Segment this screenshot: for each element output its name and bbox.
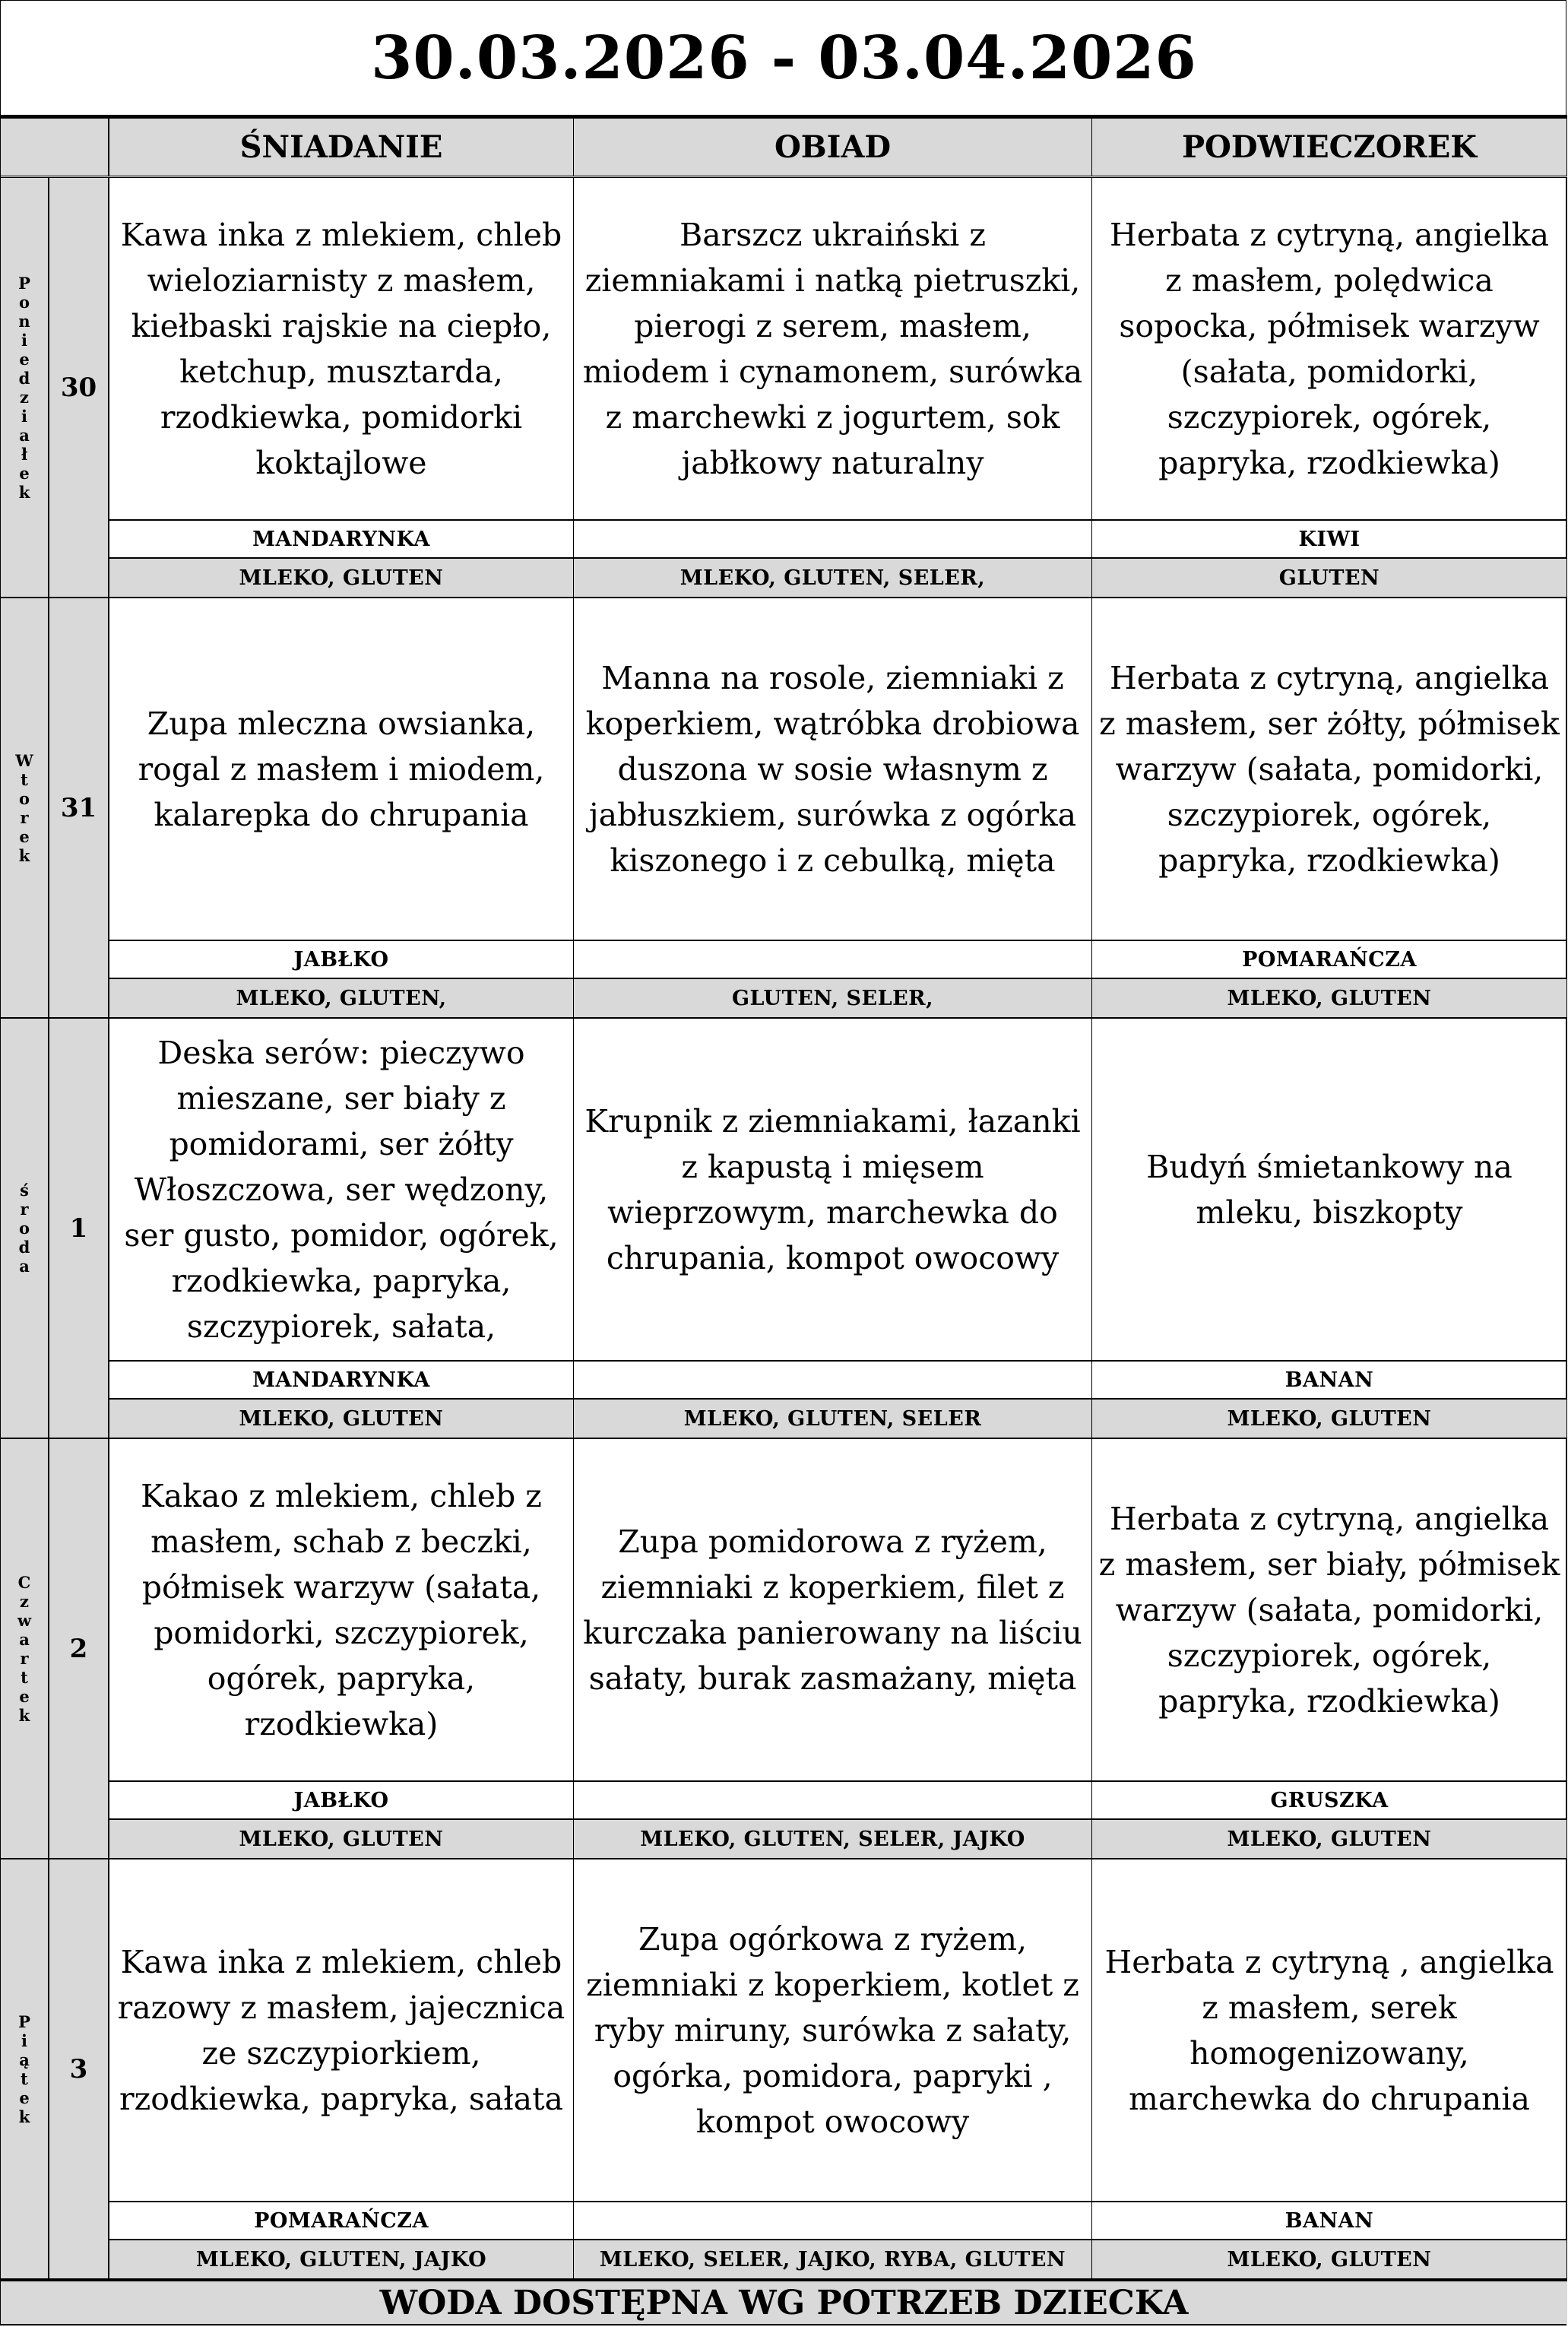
day-name-letter: t xyxy=(21,2069,28,2088)
day-name-letter: i xyxy=(21,406,27,426)
day-name-letter: k xyxy=(18,482,30,502)
fruit-breakfast: JABŁKO xyxy=(109,1782,574,1818)
meal-row xyxy=(109,1019,1567,1362)
day-name-letter: r xyxy=(20,807,29,827)
fruit-snack: KIWI xyxy=(1092,521,1567,557)
allergen-breakfast: MLEKO, GLUTEN, xyxy=(109,979,574,1017)
fruit-row xyxy=(109,941,1567,979)
allergen-lunch: MLEKO, SELER, JAJKO, RYBA, GLUTEN xyxy=(574,2240,1092,2278)
allergen-breakfast: MLEKO, GLUTEN xyxy=(109,1820,574,1858)
header-snack: PODWIECZOREK xyxy=(1092,119,1567,176)
day-name-letter: a xyxy=(19,425,30,445)
day-name-letter: e xyxy=(19,463,30,483)
fruit-lunch xyxy=(574,2202,1092,2239)
snack-cell: Herbata z cytryną, angielka z masłem, ser biały, półmisek warzyw (sałata, pomidorki, szczypiorek, ogórek, papryka, rzodkiewka) xyxy=(1092,1439,1567,1780)
meal-row xyxy=(109,178,1567,521)
fruit-snack: BANAN xyxy=(1092,1362,1567,1398)
day-name-letter: W xyxy=(15,750,33,770)
menu-table xyxy=(1,115,1567,2280)
meal-row xyxy=(109,1439,1567,1782)
fruit-breakfast: MANDARYNKA xyxy=(109,521,574,557)
allergen-row xyxy=(109,979,1567,1017)
day-block xyxy=(1,1439,1567,1859)
day-meals xyxy=(109,1019,1567,1438)
day-name-letter: t xyxy=(21,1667,28,1687)
fruit-breakfast: MANDARYNKA xyxy=(109,1362,574,1398)
allergen-snack: MLEKO, GLUTEN xyxy=(1092,979,1567,1017)
day-name-vertical xyxy=(1,178,49,597)
day-name-letter: k xyxy=(18,1705,30,1725)
day-name-letter: t xyxy=(21,769,28,789)
day-name-vertical xyxy=(1,598,49,1017)
day-date: 3 xyxy=(49,1859,109,2278)
day-name-letter: r xyxy=(20,1200,29,1219)
day-date: 2 xyxy=(49,1439,109,1858)
day-date: 1 xyxy=(49,1019,109,1438)
water-note: WODA DOSTĘPNA WG POTRZEB DZIECKA xyxy=(1,2280,1567,2324)
header-blank-cell xyxy=(1,119,109,176)
fruit-lunch xyxy=(574,1362,1092,1398)
day-name-vertical xyxy=(1,1439,49,1858)
fruit-breakfast: JABŁKO xyxy=(109,941,574,978)
fruit-snack: POMARAŃCZA xyxy=(1092,941,1567,978)
allergen-snack: MLEKO, GLUTEN xyxy=(1092,1400,1567,1438)
day-name-letter: k xyxy=(18,845,30,865)
day-name-letter: o xyxy=(18,292,30,312)
allergen-row xyxy=(109,559,1567,597)
day-name-letter: e xyxy=(19,2088,30,2107)
header-lunch: OBIAD xyxy=(574,119,1092,176)
day-meals xyxy=(109,1439,1567,1858)
allergen-breakfast: MLEKO, GLUTEN xyxy=(109,559,574,597)
snack-cell: Budyń śmietankowy na mleku, biszkopty xyxy=(1092,1019,1567,1360)
day-date: 31 xyxy=(49,598,109,1017)
breakfast-cell: Kawa inka z mlekiem, chleb razowy z masłem, jajecznica ze szczypiorkiem, rzodkiewka, papryka, sałata xyxy=(109,1859,574,2201)
day-name-letter: o xyxy=(18,1219,30,1238)
fruit-row xyxy=(109,1362,1567,1400)
allergen-breakfast: MLEKO, GLUTEN, JAJKO xyxy=(109,2240,574,2278)
day-name-letter: d xyxy=(18,1238,30,1257)
day-name-letter: z xyxy=(20,1591,29,1611)
day-name-vertical xyxy=(1,1019,49,1438)
day-name-letter: ś xyxy=(20,1181,29,1200)
lunch-cell: Barszcz ukraiński z ziemniakami i natką pietruszki, pierogi z serem, masłem, miodem i cynamonem, surówka z marchewki z jogurtem, sok jabłkowy naturalny xyxy=(574,178,1092,519)
snack-cell: Herbata z cytryną, angielka z masłem, polędwica sopocka, półmisek warzyw (sałata, pomidorki, szczypiorek, ogórek, papryka, rzodkiewka) xyxy=(1092,178,1567,519)
page-title: 30.03.2026 - 03.04.2026 xyxy=(371,23,1197,93)
table-header xyxy=(1,119,1567,178)
fruit-row xyxy=(109,2202,1567,2240)
lunch-cell: Zupa ogórkowa z ryżem, ziemniaki z koperkiem, kotlet z ryby miruny, surówka z sałaty, ogórka, pomidora, papryki , kompot owocowy xyxy=(574,1859,1092,2201)
lunch-cell: Zupa pomidorowa z ryżem, ziemniaki z koperkiem, filet z kurczaka panierowany na liściu sałaty, burak zasmażany, mięta xyxy=(574,1439,1092,1780)
allergen-breakfast: MLEKO, GLUTEN xyxy=(109,1400,574,1438)
day-name-letter: P xyxy=(18,273,30,293)
breakfast-cell: Zupa mleczna owsianka, rogal z masłem i miodem, kalarepka do chrupania xyxy=(109,598,574,940)
day-name-letter: i xyxy=(21,330,27,350)
fruit-lunch xyxy=(574,941,1092,978)
fruit-snack: BANAN xyxy=(1092,2202,1567,2239)
day-name-vertical xyxy=(1,1859,49,2278)
day-name-letter: w xyxy=(17,1610,32,1630)
allergen-snack: MLEKO, GLUTEN xyxy=(1092,1820,1567,1858)
meal-row xyxy=(109,1859,1567,2202)
day-name-letter: ł xyxy=(21,444,28,464)
day-name-letter: e xyxy=(19,1686,30,1706)
meal-row xyxy=(109,598,1567,941)
day-block xyxy=(1,178,1567,598)
allergen-row xyxy=(109,2240,1567,2278)
allergen-row xyxy=(109,1400,1567,1438)
day-name-letter: e xyxy=(19,826,30,846)
day-name-letter: i xyxy=(21,2031,27,2050)
breakfast-cell: Deska serów: pieczywo mieszane, ser biały z pomidorami, ser żółty Włoszczowa, ser wędzony, ser gusto, pomidor, ogórek, rzodkiewka, papryka, szczypiorek, sałata, xyxy=(109,1019,574,1360)
day-name-letter: ą xyxy=(19,2050,30,2069)
day-block xyxy=(1,1859,1567,2280)
day-meals xyxy=(109,1859,1567,2278)
fruit-lunch xyxy=(574,1782,1092,1818)
day-name-letter: k xyxy=(18,2107,30,2126)
day-name-letter: P xyxy=(18,2012,30,2031)
day-name-letter: z xyxy=(20,387,29,407)
day-block xyxy=(1,1019,1567,1439)
day-name-letter: n xyxy=(18,311,30,331)
snack-cell: Herbata z cytryną, angielka z masłem, ser żółty, półmisek warzyw (sałata, pomidorki, szczypiorek, ogórek, papryka, rzodkiewka) xyxy=(1092,598,1567,940)
day-meals xyxy=(109,178,1567,597)
day-name-letter: C xyxy=(17,1572,31,1592)
day-block xyxy=(1,598,1567,1019)
allergen-snack: MLEKO, GLUTEN xyxy=(1092,2240,1567,2278)
allergen-row xyxy=(109,1820,1567,1858)
fruit-row xyxy=(109,1782,1567,1820)
day-name-letter: d xyxy=(18,368,30,388)
fruit-breakfast: POMARAŃCZA xyxy=(109,2202,574,2239)
day-name-letter: r xyxy=(20,1648,29,1668)
allergen-snack: GLUTEN xyxy=(1092,559,1567,597)
allergen-lunch: GLUTEN, SELER, xyxy=(574,979,1092,1017)
breakfast-cell: Kakao z mlekiem, chleb z masłem, schab z beczki, półmisek warzyw (sałata, pomidorki, szczypiorek, ogórek, papryka, rzodkiewka) xyxy=(109,1439,574,1780)
day-date: 30 xyxy=(49,178,109,597)
header-breakfast: ŚNIADANIE xyxy=(109,119,574,176)
lunch-cell: Manna na rosole, ziemniaki z koperkiem, wątróbka drobiowa duszona w sosie własnym z jabłuszkiem, surówka z ogórka kiszonego i z cebulką, mięta xyxy=(574,598,1092,940)
fruit-row xyxy=(109,521,1567,559)
day-name-letter: e xyxy=(19,349,30,369)
day-meals xyxy=(109,598,1567,1017)
day-name-letter: a xyxy=(19,1629,30,1649)
snack-cell: Herbata z cytryną , angielka z masłem, serek homogenizowany, marchewka do chrupania xyxy=(1092,1859,1567,2201)
lunch-cell: Krupnik z ziemniakami, łazanki z kapustą i mięsem wieprzowym, marchewka do chrupania, kompot owocowy xyxy=(574,1019,1092,1360)
fruit-lunch xyxy=(574,521,1092,557)
allergen-lunch: MLEKO, GLUTEN, SELER xyxy=(574,1400,1092,1438)
breakfast-cell: Kawa inka z mlekiem, chleb wieloziarnisty z masłem, kiełbaski rajskie na ciepło, ketchup, musztarda, rzodkiewka, pomidorki koktajlowe xyxy=(109,178,574,519)
allergen-lunch: MLEKO, GLUTEN, SELER, xyxy=(574,559,1092,597)
day-name-letter: o xyxy=(18,788,30,808)
day-name-letter: a xyxy=(19,1257,30,1276)
fruit-snack: GRUSZKA xyxy=(1092,1782,1567,1818)
allergen-lunch: MLEKO, GLUTEN, SELER, JAJKO xyxy=(574,1820,1092,1858)
